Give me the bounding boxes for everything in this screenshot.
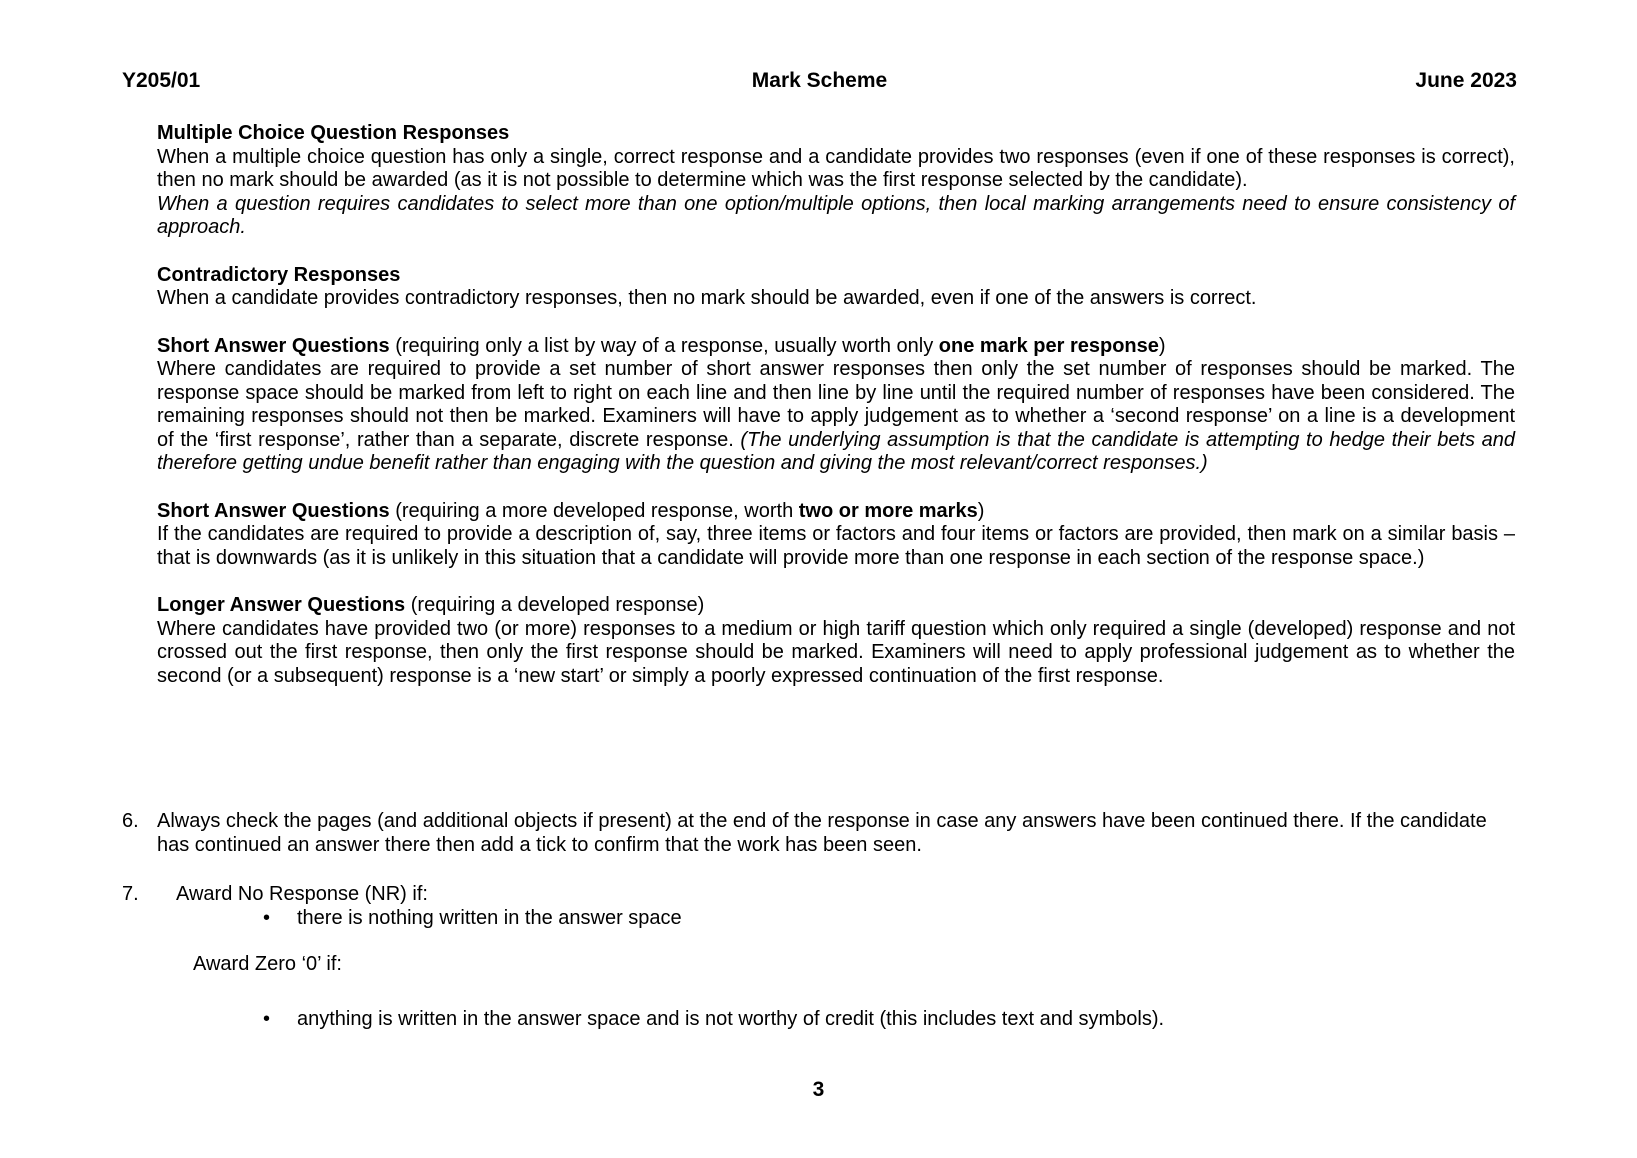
page-number: 3 (812, 1078, 825, 1101)
section-longer-answer (157, 594, 1515, 688)
page-header (122, 69, 1517, 93)
award-zero-subheading: Award Zero ‘0’ if: (193, 953, 342, 975)
paragraph: Where candidates have provided two (or more) responses to a medium or high tariff question which only required a single (developed) response and not crossed out the first response, then only the first response should be marked. Examiners will need to apply professional judgement as to whether the second (or a subsequent) response is a ‘new start’ or simply a poorly expressed continuation of the first response. (157, 617, 1515, 687)
paragraph-italic: When a question requires candidates to select more than one option/multiple options, then local marking arrangements need to ensure consistency of approach. (157, 192, 1515, 238)
heading-normal-text: (requiring only a list by way of a response, usually worth only (389, 334, 939, 357)
item-number: 7. (122, 883, 139, 905)
section-heading: Contradictory Responses (157, 263, 401, 286)
heading-normal-text: (requiring a more developed response, worth (389, 499, 799, 522)
heading-normal-text: ) (977, 499, 985, 522)
header-paper-code: Y205/01 (122, 69, 201, 92)
section-heading (157, 594, 1515, 618)
document-body (157, 122, 1515, 688)
paragraph (157, 358, 1515, 476)
section-short-answer-developed (157, 500, 1515, 571)
bullet-marker: • (263, 1007, 271, 1030)
numbered-item-6 (122, 810, 1515, 857)
paragraph: If the candidates are required to provide a description of, say, three items or factors and four items or factors are provided, then mark on a similar basis – that is downwards (as it is unlikely in this situation that a candidate will provide more than one response in each section of the response space.) (157, 523, 1515, 569)
section-short-answer-list (157, 335, 1515, 476)
bullet-marker: • (263, 906, 271, 929)
header-title: Mark Scheme (751, 69, 888, 92)
heading-normal-text: (requiring a developed response) (405, 594, 705, 616)
heading-bold-text: two or more marks (798, 499, 978, 522)
item-text: Always check the pages (and additional objects if present) at the end of the response in case any answers have been continued there. If the candidate has continued an answer there then add a tick to confirm that the work has been seen. (157, 810, 1487, 856)
numbered-item-7 (122, 883, 1515, 1031)
heading-bold-text: Longer Answer Questions (157, 594, 406, 616)
paragraph-italic-text: (The underlying assumption is that the candidate is attempting to hedge their bets and therefore getting undue benefit rather than engaging with the question and giving the most relevant/correct responses.) (157, 428, 1516, 474)
paragraph: When a multiple choice question has only a single, correct response and a candidate provides two responses (even if one of these responses is correct), then no mark should be awarded (as it is not possible to determine which was the first response selected by the candidate). (157, 145, 1515, 191)
bullet-text: anything is written in the answer space and is not worthy of credit (this includes text and symbols). (297, 1007, 1165, 1030)
section-heading (157, 335, 1515, 359)
bullet-item (157, 907, 1515, 931)
item-number: 6. (122, 810, 139, 832)
paragraph-normal-text: Where candidates are required to provide a set number of short answer responses then only the set number of responses should be marked. The response space should be marked from left to right on each line and then line by line until the required number of responses have been considered. The remaining responses should not then be marked. Examiners will have to apply judgement as to whether a ‘second response’ on a line is a development of the ‘first response’, rather than a separate, discrete response. (157, 358, 1515, 451)
paragraph: When a candidate provides contradictory responses, then no mark should be awarded, even if one of the answers is correct. (157, 287, 1257, 309)
header-session: June 2023 (1415, 69, 1517, 92)
bullet-item (157, 1008, 1515, 1032)
item-body (157, 883, 1515, 1031)
section-heading (157, 500, 1515, 524)
heading-bold-text: one mark per response (938, 334, 1159, 357)
heading-normal-text: ) (1158, 334, 1166, 357)
section-multiple-choice-responses (157, 122, 1515, 240)
section-heading: Multiple Choice Question Responses (157, 122, 510, 144)
heading-bold-text: Short Answer Questions (157, 334, 390, 357)
section-contradictory-responses (157, 264, 1515, 311)
numbered-items (122, 810, 1515, 1031)
item-text: Award No Response (NR) if: (176, 883, 428, 905)
bullet-text: there is nothing written in the answer space (297, 906, 682, 929)
heading-bold-text: Short Answer Questions (157, 499, 390, 522)
